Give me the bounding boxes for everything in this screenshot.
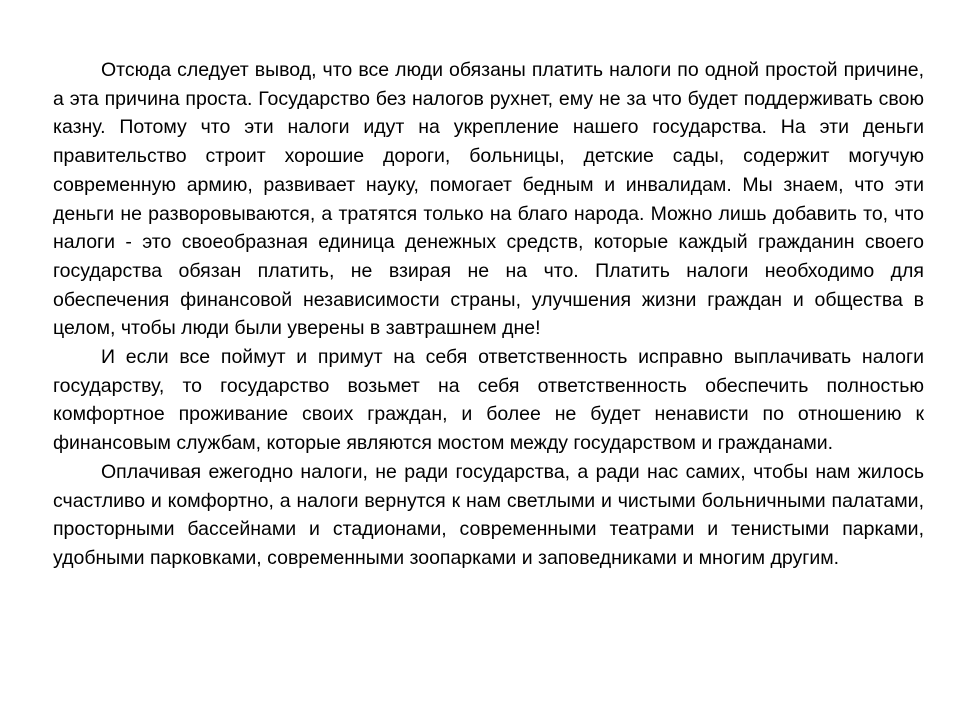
paragraph-conclusion: Отсюда следует вывод, что все люди обязаны платить налоги по одной простой причине, а эта причина проста. Государство без налогов рухнет, ему не за что будет поддерживать свою казну. Потому что эти налоги идут на укрепление нашего государства. На эти деньги правительство строит хорошие дороги, больницы, детские сады, содержит могучую современную армию, развивает науку, помогает бедным и инвалидам. Мы знаем, что эти деньги не разворовываются, а тратятся только на благо народа. Можно лишь добавить то, что налоги - это своеобразная единица денежных средств, которые каждый гражданин своего государства обязан платить, не взирая не на что. Платить налоги необходимо для обеспечения финансовой независимости страны, улучшения жизни граждан и общества в целом, чтобы люди были уверены в завтрашнем дне! [53, 59, 924, 340]
document-body [53, 56, 924, 573]
paragraph-benefits: Оплачивая ежегодно налоги, не ради государства, а ради нас самих, чтобы нам жилось счастливо и комфортно, а налоги вернутся к нам светлыми и чистыми больничными палатами, просторными бассейнами и стадионами, современными театрами и тенистыми парками, удобными парковками, современными зоопарками и заповедниками и многим другим. [53, 460, 924, 569]
paragraph-responsibility: И если все поймут и примут на себя ответственность исправно выплачивать налоги государству, то государство возьмет на себя ответственность обеспечить полностью комфортное проживание своих граждан, и более не будет ненависти по отношению к финансовым службам, которые являются мостом между государством и гражданами. [53, 346, 924, 455]
